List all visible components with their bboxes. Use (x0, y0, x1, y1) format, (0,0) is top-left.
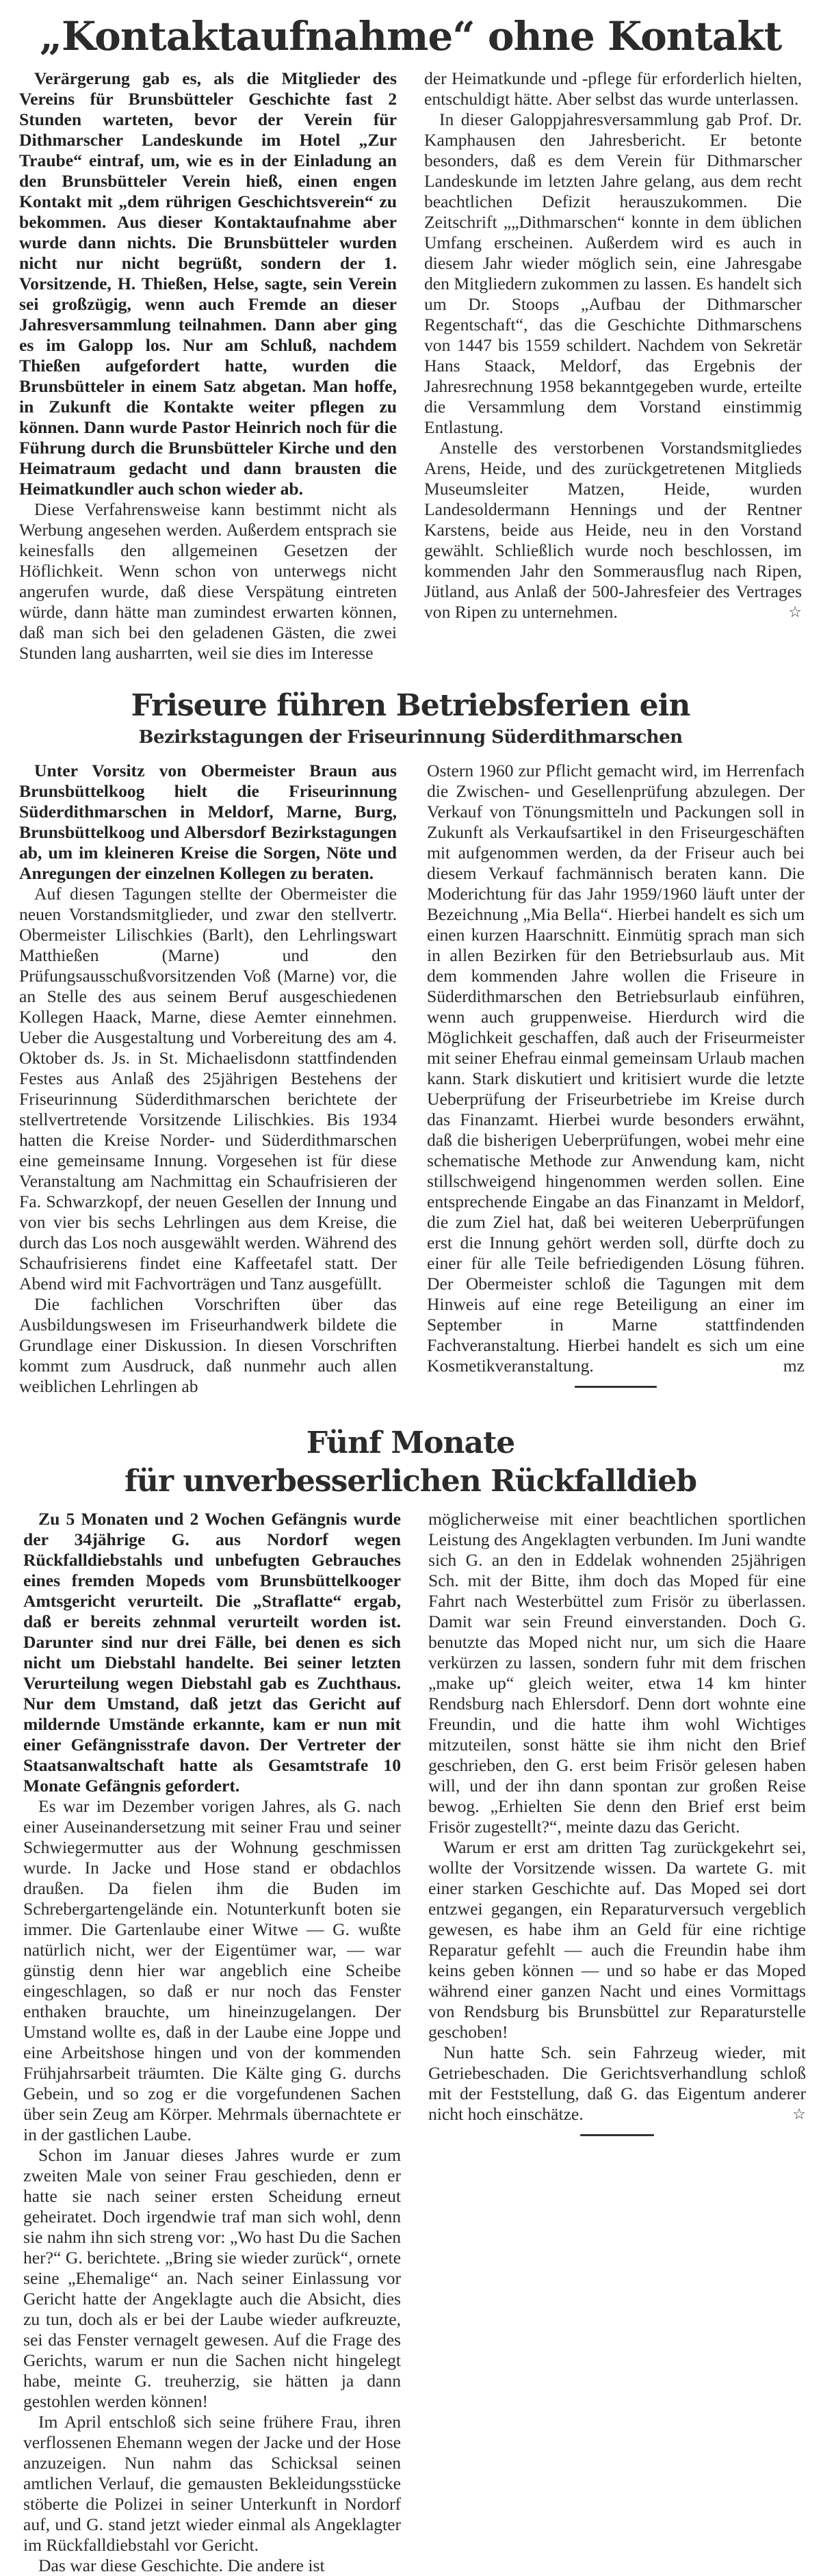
article-1-lead: Verärgerung gab es, als die Mitglieder des Vereins für Brunsbütteler Geschichte fast 2 Stunden warteten, bevor der Verein für Dithmarscher Landeskunde im Hotel „Zur Traube“ eintraf, um, wie es in der Einladung an den Brunsbütteler Verein hieß, einen engen Kontakt mit „dem rührigen Geschichtsverein“ zu bekommen. Aus dieser Kontaktaufnahme aber wurde dann nichts. Die Brunsbütteler wurden nicht nur nicht begrüßt, sondern der 1. Vorsitzende, H. Thießen, Helse, sagte, sein Verein sei großzügig, wenn auch Fremde an dieser Jahresversammlung teilnahmen. Dann aber ging es im Galopp los. Nur am Schluß, nachdem Thießen aufgefordert hatte, wurden die Brunsbütteler in einem Satz abgetan. Man hoffe, in Zukunft die Kontakte weiter pflegen zu können. Dann wurde Pastor Heinrich noch für die Führung durch die Brunsbütteler Kirche und den Heimatraum gedacht und dann brausten die Heimatkundler auch schon wieder ab. (19, 68, 397, 499)
article-3-paragraph: Es war im Dezember vorigen Jahres, als G. nach einer Auseinandersetzung mit seiner Frau und seiner Schwiegermutter aus der Wohnung geschmissen wurde. In Jacke und Hose stand er obdachlos draußen. Da fielen ihm die Buden im Schrebergartengelände ein. Notunterkunft boten sie immer. Die Gartenlaube einer Witwe — G. wußte natürlich nicht, wer der Eigentümer war, — war günstig denn hier war angeblich eine Scheibe eingeschlagen, so daß er nur noch das Fenster enthaken brauchte, um hineinzugelangen. Der Umstand wollte es, daß in der Laube eine Joppe und eine Arbeitshose hingen und von der kommenden Frühjahrsarbeit träumten. Die Kälte ging G. durchs Gebein, und so zog er die vorgefundenen Sachen über sein Zeug am Körper. Mehrmals übernachtete er in der gastlichen Laube. (23, 1796, 401, 2144)
article-2-continuation-text: Ostern 1960 zur Pflicht gemacht wird, im Herrenfach die Zwischen- und Gesellenprüfung abzulegen. Der Verkauf von Tönungsmitteln und Packungen soll in Zukunft als Verkaufsartikel in den Friseurgeschäften mit aufgenommen werden, da der Friseur auch bei diesem Verkauf fachmännisch beraten kann. Die Moderichtung für das Jahr 1959/1960 läuft unter der Bezeichnung „Mia Bella“. Hierbei handelt es sich um einen kurzen Haarschnitt. Einmütig sprach man sich in allen Bezirken für den Betriebsurlaub aus. Mit dem kommenden Jahre wollen die Friseure in Süderdithmarschen den Betriebsurlaub einführen, wenn auch gruppenweise. Hierdurch wird die Möglichkeit geschaffen, daß auch der Friseurmeister mit seiner Ehefrau einmal gemeinsam Urlaub machen kann. Stark diskutiert und kritisiert wurde die letzte Ueberprüfung der Friseurbetriebe im Kreise durch das Finanzamt. Hierbei wurde besonders erwähnt, daß die bisherigen Ueberprüfungen, wobei mehr eine schematische Methode zur Anwendung kam, nicht stillschweigend hingenommen werden sollen. Eine entsprechende Eingabe an das Finanzamt in Meldorf, die zum Ziel hat, daß bei weiteren Ueberprüfungen erst die Innung gehört werden soll, dürfte doch zu einer für alle Teile befriedigenden Lösung führen. Der Obermeister schloß die Tagungen mit dem Hinweis auf eine rege Beteiligung an einer im September in Marne stattfindenden Fachveranstaltung. Hierbei handelt es sich um eine Kosmetikveranstaltung. (427, 761, 805, 1376)
article-3-paragraph: Das war diese Geschichte. Die andere ist (38, 2555, 325, 2575)
article-1-paragraph (424, 438, 802, 622)
article-2-subheadline: Bezirkstagungen der Friseurinnung Süderdithmarschen (138, 727, 683, 748)
article-1-continuation: der Heimatkunde und -pflege für erforderlich hielten, entschuldigt hätte. Aber selbst das wurde unterlassen. (424, 68, 802, 109)
article-3-continuation: möglicherweise mit einer beachtlichen sportlichen Leistung des Angeklagten verbunden. Im Juni wandte sich G. an den in Eddelak wohnenden 25jährigen Sch. mit der Bitte, ihm doch das Moped für eine Fahrt nach Westerbüttel zum Frisör zu überlassen. Damit war sein Freund einverstanden. Doch G. benutzte das Moped nicht nur, um sich die Haare verkürzen zu lassen, sondern fuhr mit dem frischen „make up“ gleich weiter, etwa 14 km hinter Rendsburg nach Ehlersdorf. Denn dort wohnte eine Freundin, und die hatte ihm wohl Wichtiges mitzuteilen, sonst hätte sie ihm nicht den Brief geschrieben, den G. erst beim Frisör gelesen haben will, und der ihn dann spontan zur großen Reise bewog. „Erhielten Sie denn den Brief erst beim Frisör zugestellt?“, meinte dazu das Gericht. (428, 1509, 806, 1837)
article-2-continuation (427, 761, 805, 1376)
article-3-columns (0, 1509, 821, 2576)
article-2-column-1 (19, 761, 397, 1397)
article-1-paragraph: In dieser Galoppjahresversammlung gab Prof. Dr. Kamphausen den Jahresbericht. Er betonte besonders, daß es dem Verein für Dithmarscher Landeskunde im letzten Jahre gelang, aus dem recht beachtlichen Defizit herauszukommen. Die Zeitschrift „„Dithmarschen“ konnte in dem üblichen Umfang erscheinen. Außerdem wird es auch in diesem Jahr wieder möglich sein, eine Jahresgabe den Mitgliedern zukommen zu lassen. Es handelt sich um Dr. Stoops „Aufbau der Dithmarscher Regentschaft“, das die Geschichte Dithmarschens von 1447 bis 1559 schildert. Nachdem von Sekretär Hans Staack, Meldorf, das Ergebnis der Jahresrechnung 1958 bekanntgegeben wurde, erteilte die Versammlung dem Vorstand einstimmig Entlastung. (424, 109, 802, 437)
article-1 (0, 12, 821, 663)
article-1-paragraph: Diese Verfahrensweise kann bestimmt nicht als Werbung angesehen werden. Außerdem entsprach sie keinesfalls den allgemeinen Gesetzen der Höflichkeit. Wenn schon von unterwegs nicht angerufen wurde, daß diese Verspätung eintreten würde, dann hätte man zumindest erwarten können, daß man sich bei den geladenen Gästen, die zwei Stunden lang ausharrten, weil sie dies im Interesse (19, 499, 397, 663)
article-2-headline: Friseure führen Betriebsferien ein (131, 688, 690, 723)
article-1-paragraph-text: Anstelle des verstorbenen Vorstandsmitgliedes Arens, Heide, und des zurückgetretenen Mitglieds Museumsleiter Matzen, Heide, wurden Landesoldermann Hennings und der Rentner Karstens, beide aus Heide, neu in den Vorstand gewählt. Schließlich wurde noch beschlossen, im kommenden Jahr den Sommerausflug nach Ripen, Jütland, aus Anlaß der 500-Jahresfeier des Vertrages von Ripen zu unternehmen. (424, 438, 802, 622)
article-2-paragraph: Auf diesen Tagungen stellte der Obermeister die neuen Vorstandsmitglieder, und zwar den stellvertr. Obermeister Lilischkies (Barlt), den Lehrlingswart Matthießen (Marne) und den Prüfungsausschußvorsitzenden Voß (Marne) vor, die an Stelle des aus seinem Beruf ausgeschiedenen Kollegen Haack, Marne, diese Aemter einnehmen. Ueber die Ausgestaltung und Vorbereitung des am 4. Oktober ds. Js. in St. Michaelisdonn stattfindenden Festes aus Anlaß des 25jährigen Bestehens der Friseurinnung Süderdithmarschen berichtete der stellvertretende Vorsitzende Lilischkies. Bis 1934 hatten die Kreise Norder- und Süderdithmarschen eine gemeinsame Innung. Vorgesehen ist für diese Veranstaltung am Nachmittag ein Schaufrisieren der Fa. Schwarzkopf, der neuen Gesellen der Innung und von vier bis sechs Lehrlingen aus dem Kreise, die durch das Los noch ausgewählt werden. Während des Schaufrisierens findet eine Kaffeetafel statt. Der Abend wird mit Fachvorträgen und Tanz ausgefüllt. (19, 884, 397, 1293)
author-signature: mz (783, 1356, 805, 1376)
article-3-paragraph (428, 2042, 806, 2125)
article-2-lead: Unter Vorsitz von Obermeister Braun aus Brunsbüttelkoog hielt die Friseurinnung Süderdithmarschen in Meldorf, Marne, Burg, Brunsbüttelkoog und Albersdorf Bezirkstagungen ab, um im kleineren Kreise die Sorgen, Nöte und Anregungen der einzelnen Kollegen zu beraten. (19, 761, 397, 883)
article-3-paragraph: Schon im Januar dieses Jahres wurde er zum zweiten Male von seiner Frau geschieden, denn er hatte sie nach seiner ersten Scheidung erneut geheiratet. Doch irgendwie traf man sich wohl, denn sie nahm ihn sich streng vor: „Wo hast Du die Sachen her?“ G. berichtete. „Bring sie wieder zurück“, ornete seine „Ehemalige“ an. Nach seiner Einlassung vor Gericht hatte der Angeklagte auch die Absicht, dies zu tun, doch als er bei der Laube wieder aufkreuzte, sei das Fenster vernagelt gewesen. Auf die Frage des Gerichts, warum er nun die Sachen nicht hingelegt habe, meinte G. treuherzig, sie hätten ja dann gestohlen werden können! (23, 2145, 401, 2411)
article-2-paragraph: Die fachlichen Vorschriften über das Ausbildungswesen im Friseurhandwerk bildete die Grundlage einer Diskussion. In diesen Vorschriften kommt zum Ausdruck, daß nunmehr auch allen weiblichen Lehrlingen ab (19, 1294, 397, 1396)
article-3-paragraph: Im April entschloß sich seine frühere Frau, ihren verflossenen Ehemann wegen der Jacke und der Hose anzuzeigen. Nun nahm das Schicksal seinen amtlichen Verlauf, die gemausten Bekleidungsstücke stöberte die Polizei in seiner Unterkunft in Nordorf auf, und G. stand jetzt wieder einmal als Angeklagter im Rückfalldiebstahl vor Gericht. (23, 2412, 401, 2555)
article-3-column-2 (428, 1509, 806, 2136)
article-3-column-1 (23, 1509, 401, 2576)
article-1-column-2 (424, 68, 802, 622)
article-separator (580, 2134, 654, 2136)
article-3-headline-line-1: Fünf Monate (306, 1425, 515, 1460)
article-3-headline-line-2: für unverbesserlichen Rückfalldieb (124, 1464, 697, 1499)
article-2 (0, 687, 821, 1397)
article-2-column-2 (427, 761, 805, 1388)
article-1-headline: „Kontaktaufnahme“ ohne Kontakt (39, 13, 782, 60)
star-icon: ☆ (788, 603, 802, 620)
article-3-paragraph: Warum er erst am dritten Tag zurückgekehrt sei, wollte der Vorsitzende wissen. Da wartete G. mit einer starken Geschichte auf. Das Moped sei dort entzwei gegangen, ein Reparaturversuch vergeblich gewesen, es habe ihm an Geld für eine richtige Reparatur gefehlt — auch die Freundin habe ihm keins geben können — und so habe er das Moped während einer ganzen Nacht und eines Vormittags von Rendsburg bis Brunsbüttel zur Reparaturstelle geschoben! (428, 1837, 806, 2042)
star-icon: ☆ (792, 2105, 806, 2122)
article-3-paragraph-text: Nun hatte Sch. sein Fahrzeug wieder, mit Getriebeschaden. Die Gerichtsverhandlung schloß mit der Feststellung, daß G. das Eigentum anderer nicht hoch einschätze. (428, 2042, 806, 2124)
article-3-lead: Zu 5 Monaten und 2 Wochen Gefängnis wurde der 34jährige G. aus Nordorf wegen Rückfalldiebstahls und unbefugten Gebrauches eines fremden Mopeds vom Brunsbüttelkooger Amtsgericht verurteilt. Die „Straflatte“ ergab, daß er bereits zehnmal verurteilt worden ist. Darunter sind nur drei Fälle, bei denen es sich nicht um Diebstahl handelte. Bei seiner letzten Verurteilung wegen Diebstahl gab es Zuchthaus. Nur dem Umstand, daß jetzt das Gericht auf mildernde Umstände erkannte, kam er nun mit einer Gefängnisstrafe davon. Der Vertreter der Staatsanwaltschaft hatte als Gesamtstrafe 10 Monate Gefängnis gefordert. (23, 1509, 401, 1796)
article-1-columns (0, 68, 821, 663)
article-2-columns (0, 761, 821, 1397)
article-separator (575, 1386, 657, 1388)
article-1-column-1 (19, 68, 397, 663)
article-3 (0, 1424, 821, 2576)
